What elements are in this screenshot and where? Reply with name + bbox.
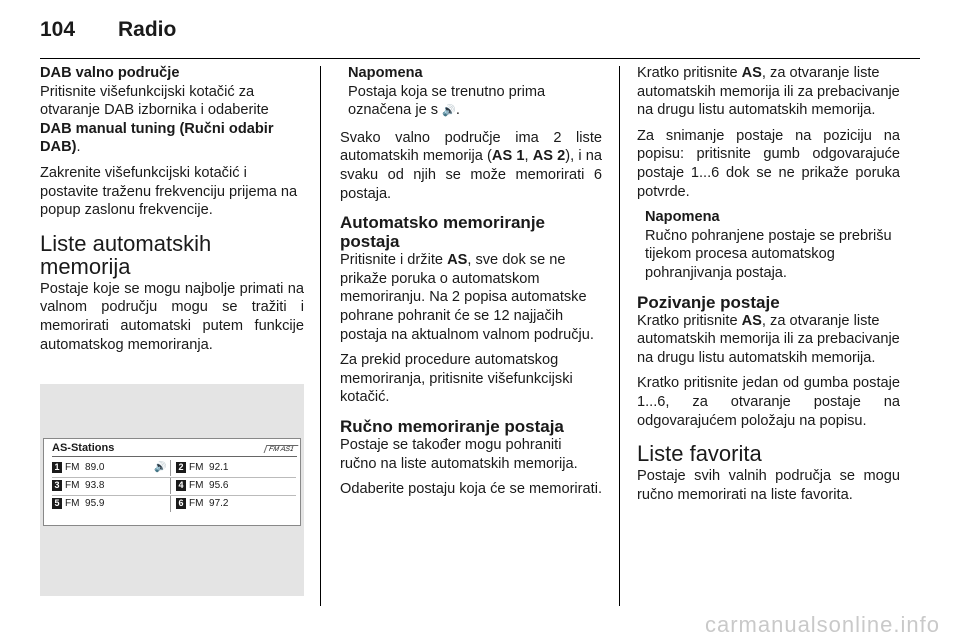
paragraph: Odaberite postaju koja će se memorirati. (340, 481, 602, 498)
note-box (645, 208, 900, 282)
band: FM (65, 462, 80, 473)
frequency: 95.6 (209, 480, 229, 491)
station-slot (176, 496, 294, 512)
note-text (348, 83, 602, 121)
paragraph: Postaje se također mogu pohraniti ručno na liste automatskih memorija. (340, 436, 578, 472)
column-1 (40, 64, 304, 361)
station-slot (52, 496, 171, 512)
text-run: , za otvaranje liste automatskih memorija ili za prebacivanje na drugu listu automatskih memorija. (637, 65, 900, 119)
frequency: 95.9 (85, 498, 105, 509)
column-3 (637, 64, 900, 511)
paragraph: Za prekid procedure automatskog memoriranja, pritisnite višefunkcijski kotačić. (340, 352, 573, 406)
frequency: 92.1 (209, 462, 229, 473)
page-number: 104 (40, 18, 76, 41)
text-run: Postaja koja se trenutno prima označena je s (348, 83, 546, 119)
preset-number: 2 (176, 462, 186, 473)
frequency: 89.0 (85, 462, 105, 473)
section-heading-dab: DAB valno područje (40, 65, 180, 81)
menu-reference: DAB manual tuning (Ručni odabir DAB) (40, 120, 274, 156)
text-run: . (76, 139, 81, 156)
text-run: ), i na svaku od njih se može memorirati 6 postaja. (340, 148, 602, 202)
paragraph (637, 64, 900, 120)
paragraph (340, 129, 602, 203)
watermark: carmanualsonline.info (704, 612, 940, 637)
paragraph (340, 251, 602, 344)
button-reference: AS (741, 312, 762, 329)
header-rule (40, 58, 920, 59)
note-title: Napomena (645, 209, 720, 226)
note-title: Napomena (348, 65, 423, 81)
station-slot (176, 460, 294, 476)
station-slot (176, 478, 294, 494)
text-run: Pritisnite višefunkcijski kotačić za otvaranje DAB izbornika i odaberite (40, 83, 269, 119)
band: FM (189, 498, 204, 509)
screen-tag: FM AS1 (264, 445, 299, 453)
preset-number: 6 (176, 498, 186, 509)
text-run: Pritisnite i držite (340, 252, 448, 269)
column-separator (619, 66, 620, 606)
paragraph (40, 83, 304, 157)
as-stations-screen (43, 438, 301, 526)
paragraph: Postaje svih valnih područja se mogu ručno memorirati na liste favorita. (637, 468, 900, 503)
text-run: , sve dok se ne prikaže poruka o automatskom memoriranju. Na 2 popisa automatske pohrane pohranit će se 12 najjačih postaja na aktualnom valnom području. (340, 252, 594, 343)
paragraph (637, 312, 900, 368)
preset-number: 1 (52, 462, 62, 473)
paragraph: Za snimanje postaje na poziciju na popisu: pritisnite gumb odgovarajuće postaje 1...6 dok se ne prikaže poruka potvrde. (637, 127, 900, 200)
paragraph: Postaje koje se mogu najbolje primati na valnom području mogu se tražiti i memorirati automatski putem funkcije automatskog memoriranja. (40, 280, 304, 353)
note-box (348, 64, 602, 121)
list-reference: AS 2 (532, 148, 566, 165)
preset-number: 4 (176, 480, 186, 491)
text-run: , (524, 148, 533, 165)
page-header (40, 18, 176, 42)
section-heading-favourites: Liste favorita (637, 441, 762, 467)
section-heading-auto-store: Automatsko memoriranje postaja (340, 213, 545, 252)
note-text: Ručno pohranjene postaje se prebrišu tijekom procesa automatskog pohranjivanja postaja. (645, 227, 892, 281)
text-run: Kratko pritisnite (637, 312, 742, 329)
station-slot (52, 478, 171, 494)
screen-rule (52, 456, 297, 457)
speaker-icon: 🔊 (154, 462, 167, 473)
speaker-icon: 🔊 (442, 105, 456, 118)
preset-number: 5 (52, 498, 62, 509)
frequency: 97.2 (209, 498, 229, 509)
section-heading-manual-store: Ručno memoriranje postaja (340, 416, 564, 436)
band: FM (65, 498, 80, 509)
frequency: 93.8 (85, 480, 105, 491)
display-illustration (40, 384, 304, 596)
text-run: . (455, 102, 460, 119)
band: FM (189, 462, 204, 473)
paragraph: Kratko pritisnite jedan od gumba postaje 1...6, za otvaranje postaje na odgovarajućem položaju na popisu. (637, 375, 900, 429)
button-reference: AS (447, 252, 468, 269)
screen-title: AS-Stations (52, 442, 115, 454)
station-slot (52, 460, 171, 476)
section-heading-recall: Pozivanje postaje (637, 292, 780, 312)
column-2 (340, 64, 602, 506)
list-reference: AS 1 (491, 148, 525, 165)
button-reference: AS (741, 65, 762, 81)
text-run: Svako valno područje ima 2 liste automatskih memorija ( (340, 129, 602, 165)
band: FM (65, 480, 80, 491)
band: FM (189, 480, 204, 491)
text-run: , za otvaranje liste automatskih memorija ili za prebacivanje na drugu listu automatskih memorija. (637, 312, 900, 366)
preset-number: 3 (52, 480, 62, 491)
section-heading-auto-lists: Liste automatskih memorija (40, 230, 212, 279)
page-title: Radio (118, 18, 177, 41)
paragraph: Zakrenite višefunkcijski kotačić i postavite traženu frekvenciju prijema na popup zaslonu frekvencije. (40, 164, 298, 219)
column-separator (320, 66, 321, 606)
text-run: Kratko pritisnite (637, 65, 742, 81)
